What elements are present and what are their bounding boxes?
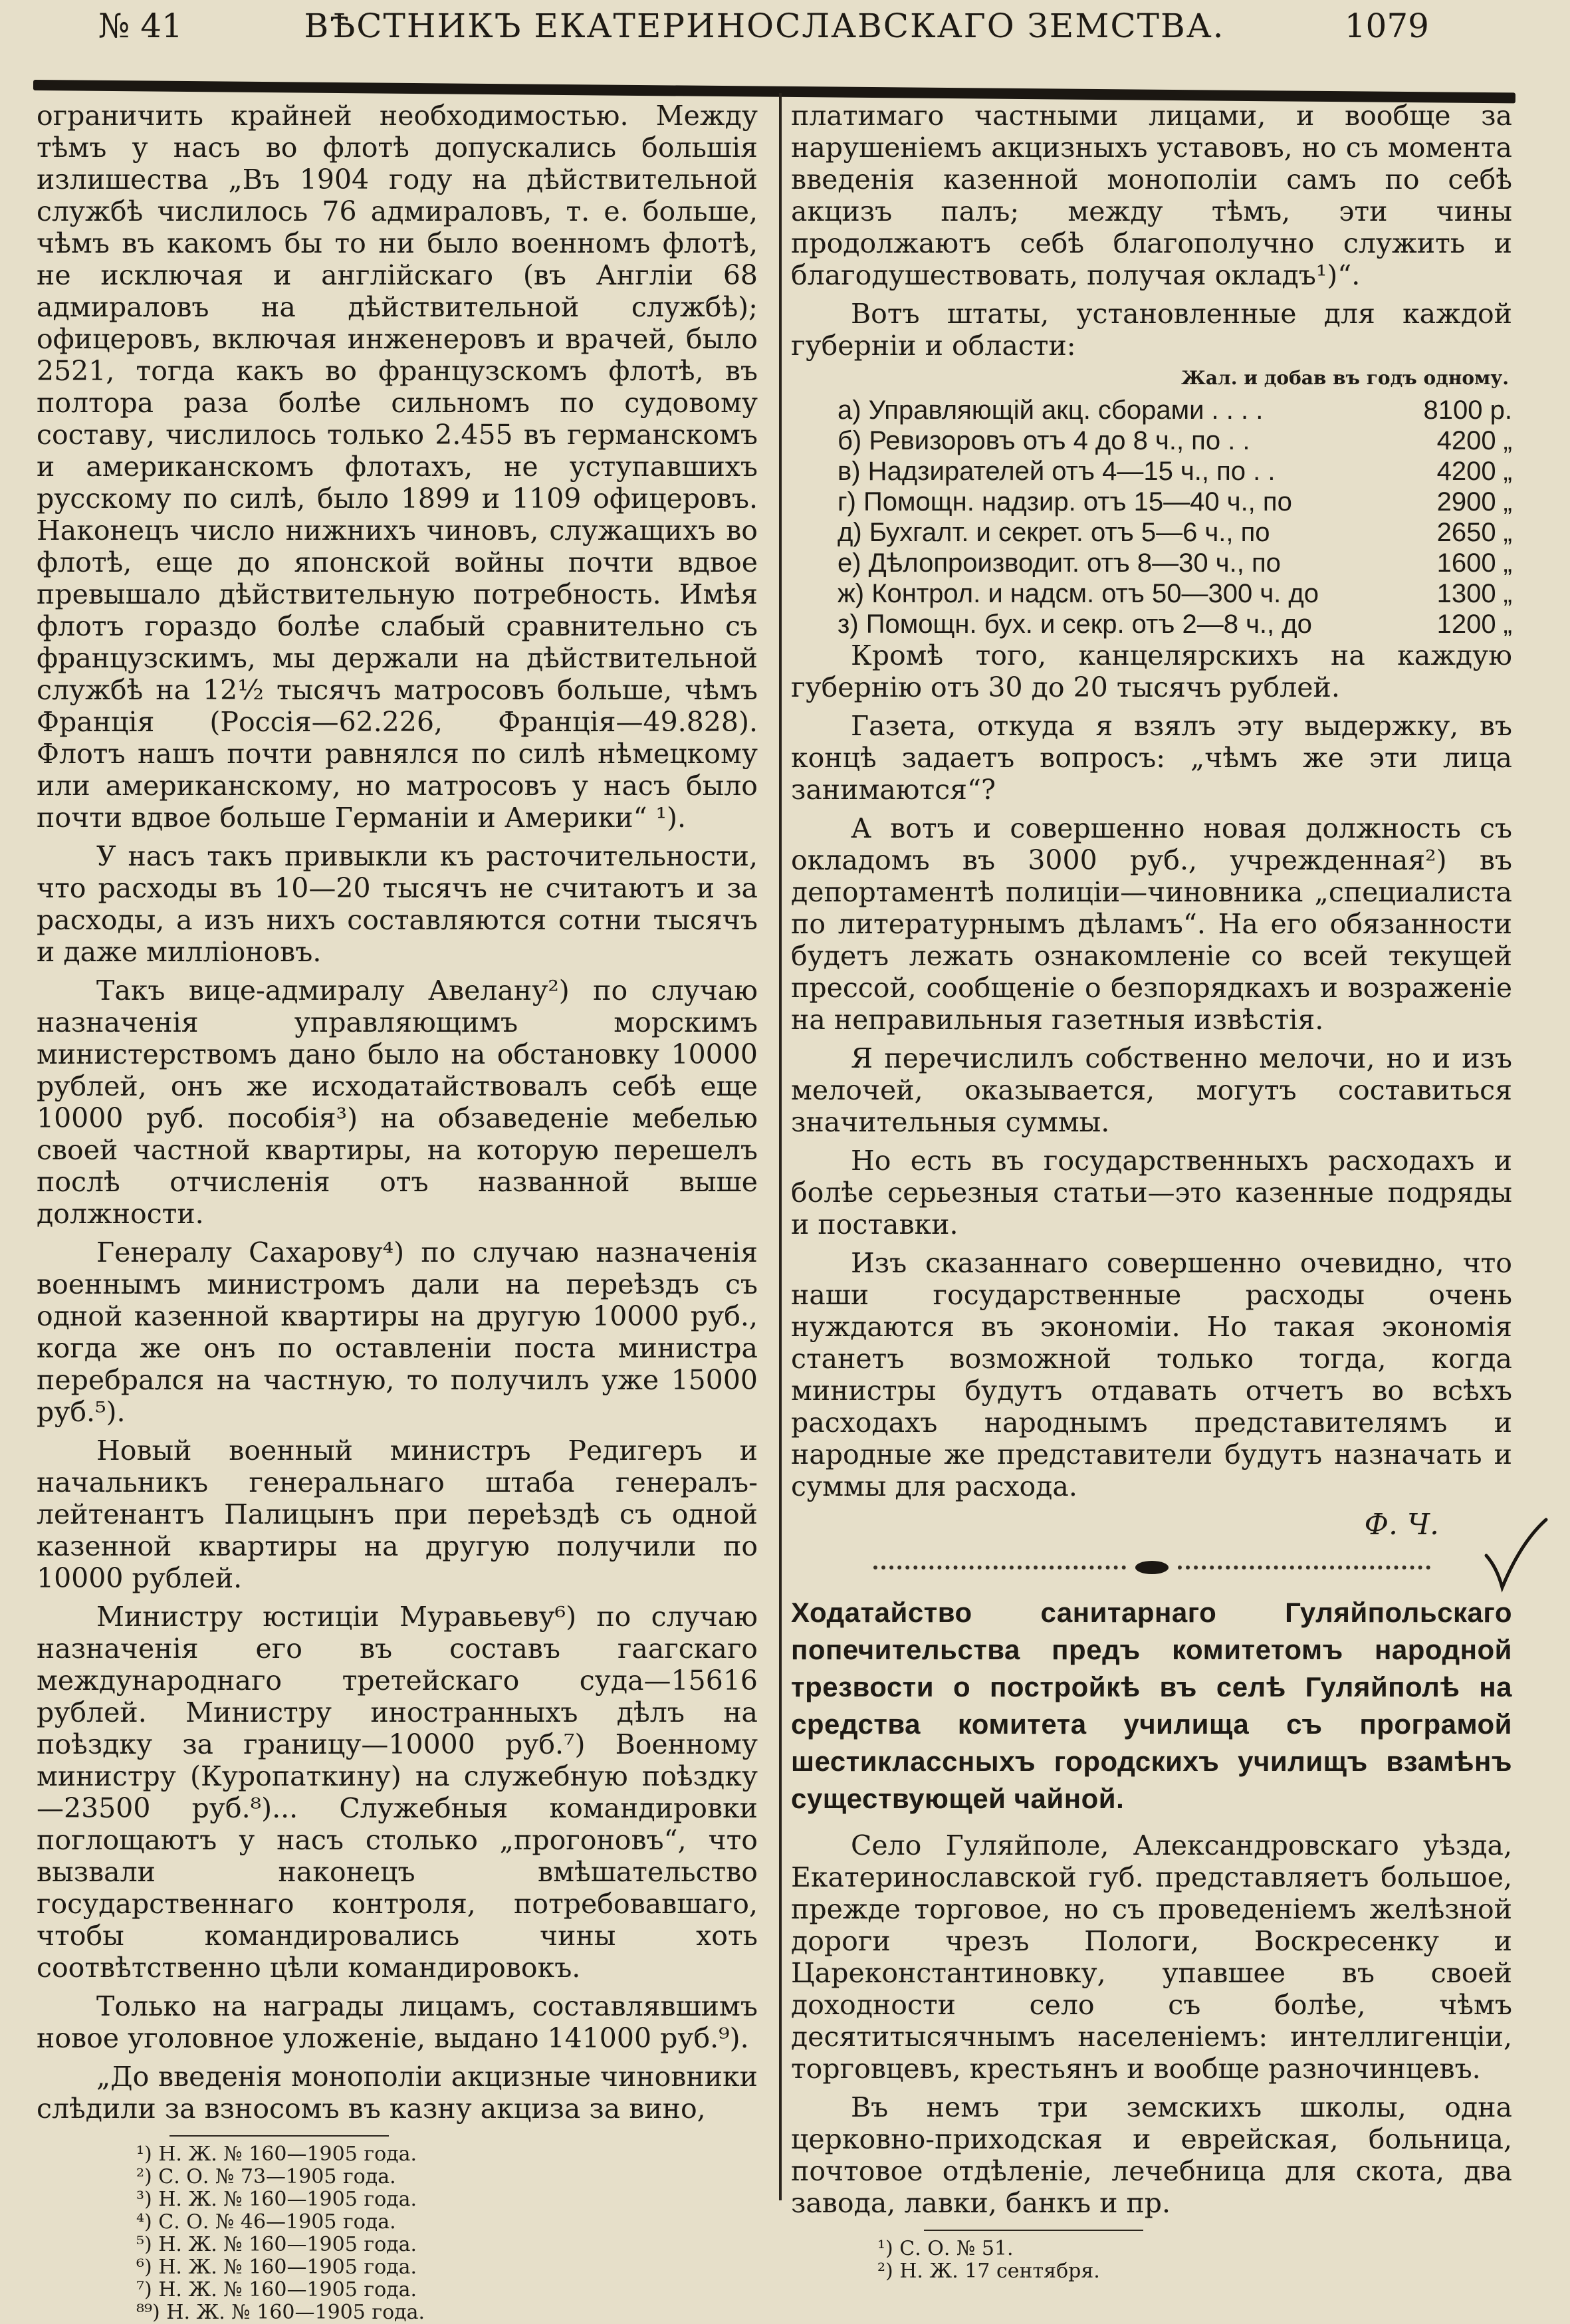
footnote: ²) Н. Ж. 17 сентября. — [877, 2260, 1100, 2283]
staff-table-header: Жал. и добав въ годъ одному. — [1181, 367, 1509, 389]
staff-amount: 1300 „ — [1436, 579, 1512, 608]
staff-label: д) Бухгалт. и секрет. отъ 5—6 ч., по — [838, 518, 1270, 547]
journal-title: ВѢСТНИКЪ ЕКАТЕРИНОСЛАВСКАГО ЗЕМСТВА. — [304, 7, 1225, 45]
staff-row — [791, 487, 1512, 517]
page-number: 1079 — [1344, 7, 1429, 45]
staff-row — [791, 395, 1512, 425]
paragraph: Кромѣ того, канцелярскихъ на каждую губернію отъ 30 до 20 тысячъ рублей. — [791, 639, 1512, 703]
footnote: ⁶) Н. Ж. № 160—1905 года. — [136, 2256, 417, 2279]
footnote: ⁷) Н. Ж. № 160—1905 года. — [136, 2278, 417, 2301]
staff-amount: 4200 „ — [1436, 426, 1512, 455]
staff-label: в) Надзирателей отъ 4—15 ч., по . . — [838, 457, 1276, 486]
paragraph: А вотъ и совершенно новая должность съ окладомъ въ 3000 руб., учрежденная²) въ депортаментѣ полиціи—чиновника „специалиста по литературнымъ дѣламъ“. На его обязанности будетъ лежать ознакомленіе со всей текущей прессой, сообщеніе о безпорядкахъ и возраженіе на неправильныя газетныя извѣстія. — [791, 812, 1512, 1036]
footnote: ¹) Н. Ж. № 160—1905 года. — [136, 2143, 417, 2166]
footnote: ¹) С. О. № 51. — [877, 2237, 1014, 2260]
column-divider — [779, 93, 782, 2200]
footnote-rule — [169, 2135, 389, 2137]
staff-table — [791, 395, 1512, 639]
section-ornament — [791, 1561, 1512, 1574]
paragraph: „До введенія монополіи акцизные чиновники слѣдили за взносомъ въ казну акциза за вино, — [37, 2061, 758, 2125]
issue-number: № 41 — [98, 7, 183, 45]
paragraph: Село Гуляйполе, Александровскаго уѣзда, Екатеринославской губ. представляетъ большое, прежде торговое, но съ проведеніемъ желѣзной дороги чрезъ Пологи, Воскресенку и Цареконстантиновку, упавшее въ своей доходности село съ болѣе, чѣмъ десятитысячнымъ населеніемъ: интеллигенціи, торговцевъ, крестьянъ и вообще разночинцевъ. — [791, 1829, 1512, 2085]
staff-label: ж) Контрол. и надсм. отъ 50—300 ч. до — [838, 579, 1319, 608]
paragraph: Изъ сказаннаго совершенно очевидно, что наши государственные расходы очень нуждаются въ экономіи. Но такая экономія станетъ возможной только тогда, когда министры будутъ отдавать отчетъ во всѣхъ расходахъ народнымъ представителямъ и народные же представители будутъ назначать и суммы для расхода. — [791, 1247, 1512, 1502]
ornament-line — [1178, 1566, 1430, 1569]
footnote: ⁴) С. О. № 46—1905 года. — [136, 2210, 396, 2234]
staff-row — [791, 517, 1512, 548]
right-column — [791, 100, 1512, 2283]
staff-amount: 2650 „ — [1436, 518, 1512, 547]
page-header — [86, 4, 1442, 57]
staff-amount: 1200 „ — [1436, 610, 1512, 639]
staff-label: з) Помощн. бух. и секр. отъ 2—8 ч., до — [838, 610, 1312, 639]
paragraph: Я перечислилъ собственно мелочи, но и изъ мелочей, оказывается, могутъ составиться значительныя суммы. — [791, 1042, 1512, 1138]
ornament-line — [873, 1566, 1126, 1569]
paragraph: У насъ такъ привыкли къ расточительности, что расходы въ 10—20 тысячъ не считаютъ и за расходы, а изъ нихъ составляются сотни тысячъ и даже милліоновъ. — [37, 840, 758, 968]
footnote-rule — [924, 2230, 1143, 2231]
staff-amount: 2900 „ — [1436, 487, 1512, 517]
paragraph: Новый военный министръ Редигеръ и начальникъ генеральнаго штаба генералъ-лейтенантъ Палицынъ при переѣздѣ съ одной казенной квартиры на другую получили по 10000 рублей. — [37, 1435, 758, 1594]
paragraph: Министру юстиціи Муравьеву⁶) по случаю назначенія его въ составъ гаагскаго международнаго третейскаго суда—15616 рублей. Министру иностранныхъ дѣлъ на поѣздку за границу—10000 руб.⁷) Военному министру (Куропаткину) на служебную поѣздку—23500 руб.⁸)... Служебныя командировки поглощаютъ у насъ столько „прогоновъ“, что вызвали наконецъ вмѣшательство государственнаго контроля, потребовавшаго, чтобы командировались чины хоть соотвѣтственно цѣли командировокъ. — [37, 1601, 758, 1984]
paragraph: Генералу Сахарову⁴) по случаю назначенія военнымъ министромъ дали на переѣздъ съ одной казенной квартиры на другую 10000 руб., когда же онъ по оставленіи поста министра перебрался на частную, то получилъ уже 15000 руб.⁵). — [37, 1236, 758, 1428]
paragraph: Такъ вице-адмиралу Авелану²) по случаю назначенія управляющимъ морскимъ министерствомъ дано было на обстановку 10000 рублей, онъ же исходатайствовалъ себѣ еще 10000 руб. пособія³) на обзаведеніе мебелью своей частной квартиры, на которую перешелъ послѣ отчисленія отъ названной выше должности. — [37, 975, 758, 1230]
footnote: ²) С. О. № 73—1905 года. — [136, 2165, 396, 2188]
paragraph: Въ немъ три земскихъ школы, одна церковно-приходская и еврейская, больница, почтовое отдѣленіе, лечебница для скота, два завода, лавки, банкъ и пр. — [791, 2091, 1512, 2219]
staff-amount: 1600 „ — [1436, 548, 1512, 578]
paragraph: Только на награды лицамъ, составлявшимъ новое уголовное уложеніе, выдано 141000 руб.⁹). — [37, 1990, 758, 2054]
staff-row — [791, 548, 1512, 578]
paragraph: ограничить крайней необходимостью. Между тѣмъ у насъ во флотѣ допускались большія излишества „Въ 1904 году на дѣйствительной службѣ числилось 76 адмираловъ, т. е. больше, чѣмъ въ какомъ бы то ни было военномъ флотѣ, не исключая и англійскаго (въ Англіи 68 адмираловъ на дѣйствительной службѣ); офицеровъ, включая инженеровъ и врачей, было 2521, тогда какъ во французскомъ флотѣ, въ полтора раза болѣе сильномъ по судовому составу, числилось только 2.455 въ германскомъ и американскомъ флотахъ, не уступавшихъ русскому по силѣ, было 1899 и 1109 офицеровъ. Наконецъ число нижнихъ чиновъ, служащихъ во флотѣ, еще до японской войны почти вдвое превышало дѣйствительную потребность. Имѣя флотъ гораздо болѣе слабый сравнительно съ французскимъ, мы держали на дѣйствительной службѣ на 12½ тысячъ матросовъ больше, чѣмъ Франція (Россія—62.226, Франція—49.828). Флотъ нашъ почти равнялся по силѣ нѣмецкому или американскому, но матросовъ у насъ было почти вдвое больше Германіи и Америки“ ¹). — [37, 100, 758, 834]
staff-row — [791, 578, 1512, 609]
staff-amount: 4200 „ — [1436, 457, 1512, 486]
staff-row — [791, 609, 1512, 639]
staff-label: а) Управляющій акц. сборами . . . . — [838, 396, 1264, 425]
left-column — [37, 100, 758, 2324]
footnote: ³) Н. Ж. № 160—1905 года. — [136, 2188, 417, 2211]
footnote: ⁵) Н. Ж. № 160—1905 года. — [136, 2233, 417, 2256]
article-title: Ходатайство санитарнаго Гуляйпольскаго попечительства предъ комитетомъ народной трезвости о постройкѣ въ селѣ Гуляйполѣ на средства комитета училища съ програмой шестиклассныхъ городскихъ училищъ взамѣнъ существующей чайной. — [791, 1597, 1512, 1814]
staff-amount: 8100 р. — [1423, 396, 1512, 425]
paragraph: платимаго частными лицами, и вообще за нарушеніемъ акцизныхъ уставовъ, но съ момента введенія казенной монополіи самъ по себѣ акцизъ палъ; между тѣмъ, эти чины продолжаютъ себѣ благополучно служить и благодушествовать, получая окладъ¹)“. — [791, 100, 1512, 291]
staff-label: е) Дѣлопроизводит. отъ 8—30 ч., по — [838, 548, 1281, 578]
author-signature: Ф. Ч. — [1364, 1508, 1439, 1542]
staff-row — [791, 425, 1512, 456]
staff-label: г) Помощн. надзир. отъ 15—40 ч., по — [838, 487, 1292, 517]
paragraph: Газета, откуда я взялъ эту выдержку, въ концѣ задаетъ вопросъ: „чѣмъ же эти лица занимаются“? — [791, 710, 1512, 806]
paragraph: Но есть въ государственныхъ расходахъ и болѣе серьезныя статьи—это казенные подряды и поставки. — [791, 1145, 1512, 1240]
staff-row — [791, 456, 1512, 487]
footnote: ⁸⁹) Н. Ж. № 160—1905 года. — [136, 2301, 425, 2324]
paragraph: Вотъ штаты, установленные для каждой губерніи и области: — [791, 298, 1512, 362]
staff-label: б) Ревизоровъ отъ 4 до 8 ч., по . . — [838, 426, 1250, 455]
checkmark-icon — [1482, 1516, 1549, 1595]
ornament-diamond — [1135, 1561, 1169, 1574]
